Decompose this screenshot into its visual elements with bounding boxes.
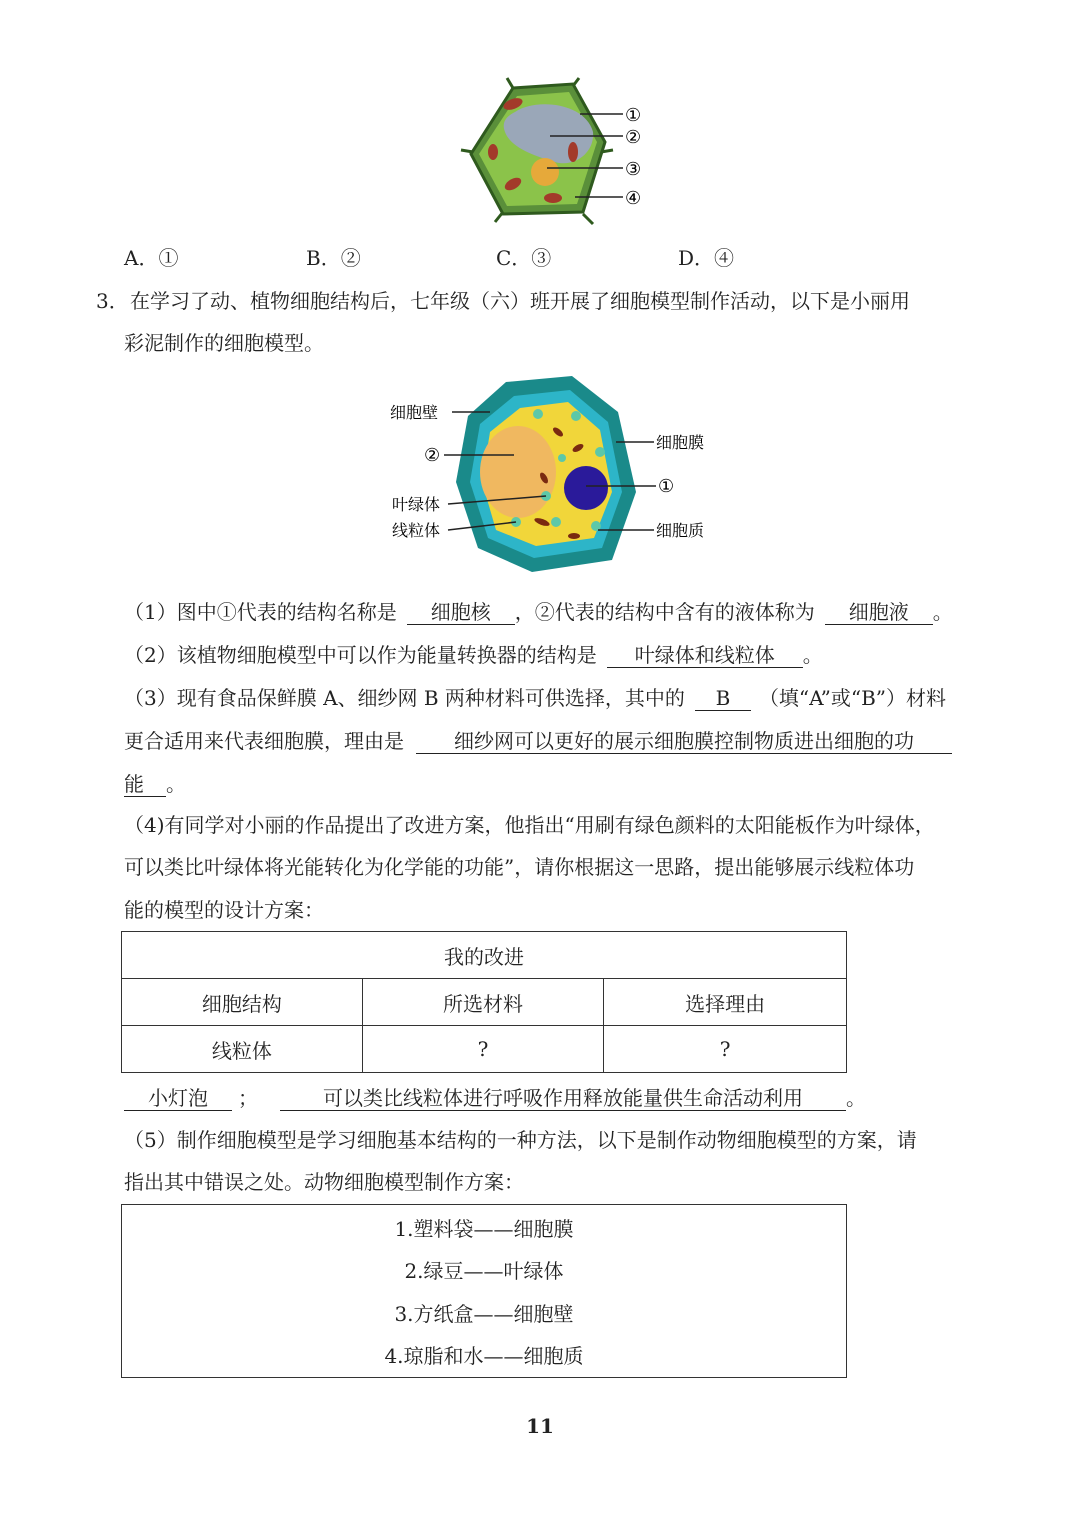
q3-part5-line2: 指出其中错误之处。动物细胞模型制作方案：	[124, 1170, 524, 1194]
q3-part4-line1: （4)有同学对小丽的作品提出了改进方案，他指出“用刷有绿色颜料的太阳能板作为叶绿体，	[124, 813, 935, 837]
label-2: ②	[625, 127, 642, 148]
q3-part4-answer-reason: 可以类比线粒体进行呼吸作用释放能量供生命活动利用	[280, 1086, 846, 1111]
option-d[interactable]: D．④	[678, 246, 735, 270]
option-c[interactable]: C．③	[496, 246, 552, 270]
improvement-table	[121, 931, 847, 1073]
plant-cell-diagram	[455, 72, 655, 232]
q3-part1-text-a: （1）图中①代表的结构名称是	[124, 600, 397, 624]
q3-part3-text-b: （填“A”或“B”）材料	[758, 686, 947, 710]
model-label-chloroplast: 叶绿体	[392, 495, 441, 514]
nucleus	[531, 158, 559, 186]
clay-cell-model-diagram	[386, 372, 726, 582]
table-header-structure: 细胞结构	[122, 979, 363, 1026]
option-b[interactable]: B．②	[306, 246, 361, 270]
q3-part4-end: 。	[846, 1086, 866, 1110]
q3-stem-line1: 在学习了动、植物细胞结构后，七年级（六）班开展了细胞模型制作活动，以下是小丽用	[130, 289, 910, 313]
q3-part3-line2	[124, 727, 952, 755]
animal-cell-plan-box	[121, 1204, 847, 1378]
page-number: 11	[526, 1414, 554, 1438]
model-label-2: ②	[424, 445, 441, 466]
q3-part3-reason-part1: 细纱网可以更好的展示细胞膜控制物质进出细胞的功	[416, 729, 952, 754]
plan-item-2: 2.绿豆——叶绿体	[404, 1259, 564, 1283]
model-nucleus	[564, 466, 608, 510]
table-cell-structure: 线粒体	[122, 1026, 363, 1073]
label-4: ④	[625, 188, 642, 209]
model-label-cell-membrane: 细胞膜	[656, 433, 705, 452]
model-label-1: ①	[658, 476, 675, 497]
q3-part4-line2: 可以类比叶绿体将光能转化为化学能的功能”，请你根据这一思路，提出能够展示线粒体功	[124, 855, 915, 879]
table-header-material: 所选材料	[362, 979, 604, 1026]
table-header-reason: 选择理由	[604, 979, 847, 1026]
table-cell-material: ?	[362, 1026, 604, 1073]
q3-part3-reason-part2: 能	[124, 772, 166, 797]
improvement-table-title: 我的改进	[122, 932, 847, 979]
q3-part3-line3	[124, 770, 186, 798]
q3-part1-answer2: 细胞液	[825, 600, 933, 625]
label-3: ③	[625, 159, 642, 180]
q3-part2-text-a: （2）该植物细胞模型中可以作为能量转换器的结构是	[124, 643, 597, 667]
label-1: ①	[625, 105, 642, 126]
model-label-cell-wall: 细胞壁	[390, 403, 439, 422]
model-label-cytoplasm: 细胞质	[656, 521, 705, 540]
q3-part1-text-b: ，②代表的结构中含有的液体称为	[514, 600, 815, 624]
plan-item-1: 1.塑料袋——细胞膜	[394, 1217, 574, 1241]
option-a[interactable]: A．①	[124, 246, 179, 270]
q3-part2	[124, 641, 823, 669]
q3-number: 3．	[96, 289, 129, 313]
model-vacuole	[480, 426, 556, 518]
q3-part3-text-a: （3）现有食品保鲜膜 A、细纱网 B 两种材料可供选择，其中的	[124, 686, 685, 710]
q3-part5-line1: （5）制作细胞模型是学习细胞基本结构的一种方法，以下是制作动物细胞模型的方案，请	[124, 1128, 917, 1152]
table-cell-reason: ?	[604, 1026, 847, 1073]
q3-part4-line3: 能的模型的设计方案：	[124, 898, 324, 922]
q3-part4-answer-material: 小灯泡	[124, 1086, 232, 1111]
q3-part3-line2-text: 更合适用来代表细胞膜，理由是	[124, 729, 404, 753]
q3-part4-answers	[124, 1084, 866, 1112]
q3-part3-line1	[124, 684, 946, 712]
q3-part1-answer1: 细胞核	[407, 600, 515, 625]
plan-item-3: 3.方纸盒——细胞壁	[394, 1302, 574, 1326]
q3-stem-line2: 彩泥制作的细胞模型。	[124, 331, 324, 355]
q3-part2-answer: 叶绿体和线粒体	[607, 643, 803, 668]
q3-part1	[124, 598, 953, 626]
model-label-mitochondria: 线粒体	[392, 521, 441, 540]
plan-item-4: 4.琼脂和水——细胞质	[384, 1344, 584, 1368]
q3-part3-text-c: 。	[166, 772, 186, 796]
q3-part4-separator: ；	[238, 1086, 258, 1110]
q3-part2-text-b: 。	[802, 643, 823, 667]
q3-part1-text-c: 。	[932, 600, 953, 624]
q3-part3-answer: B	[695, 686, 751, 711]
